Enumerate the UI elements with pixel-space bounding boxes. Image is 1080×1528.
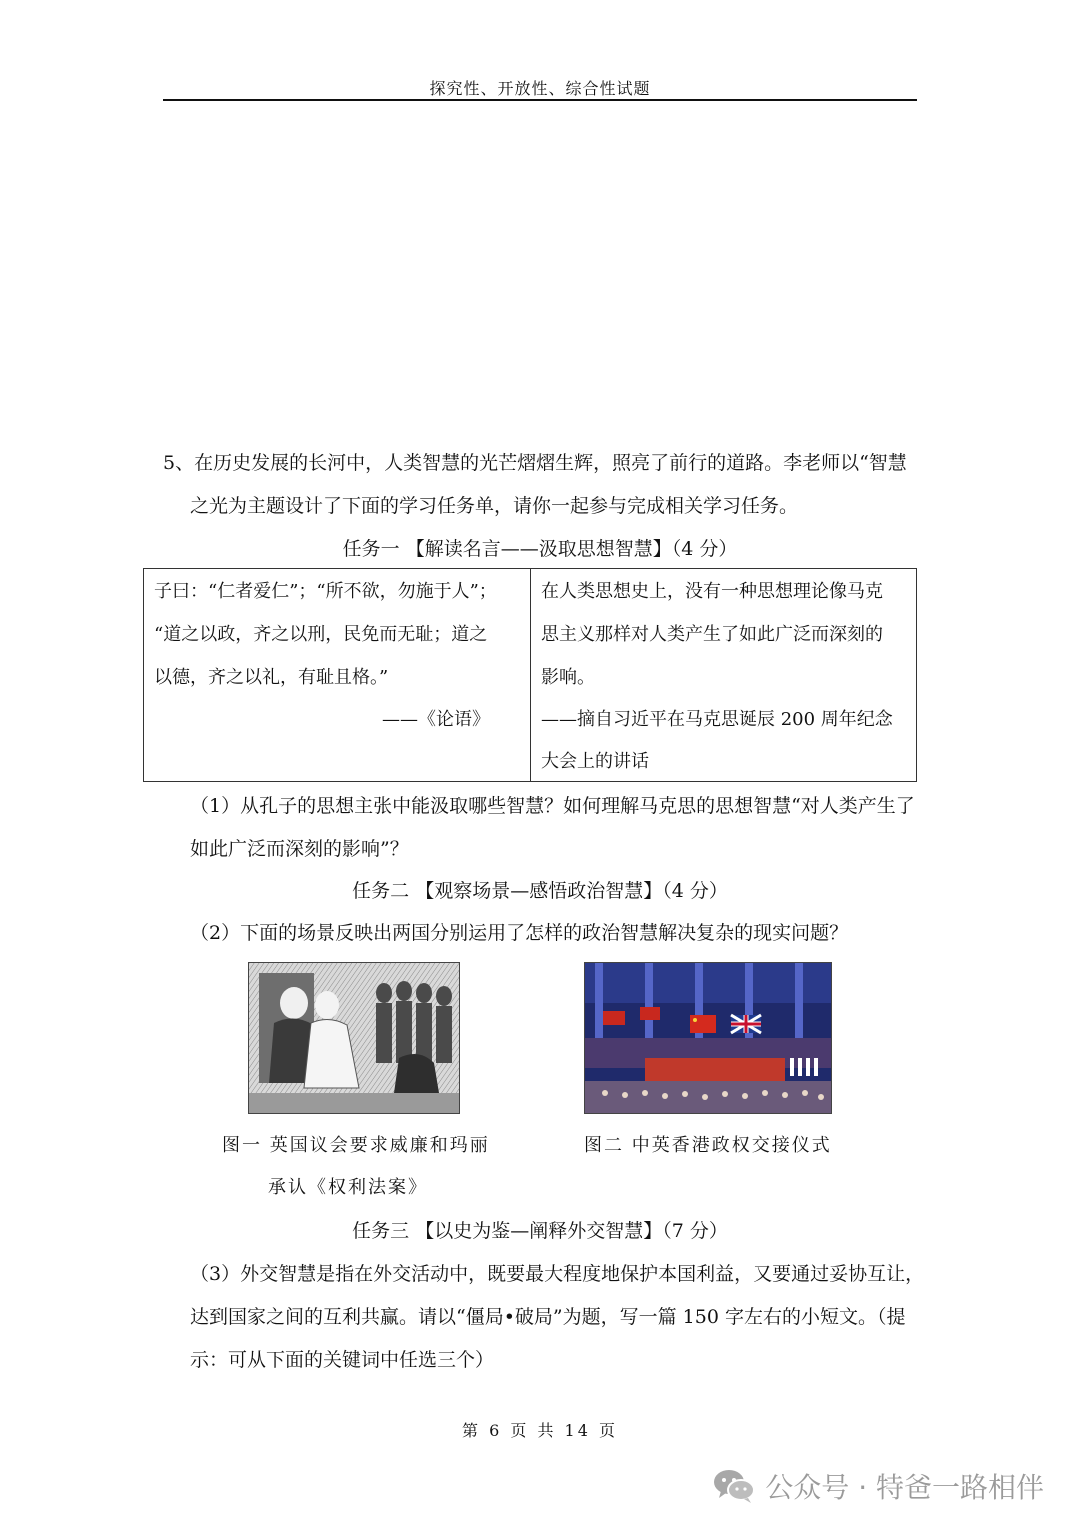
question1-line1: （1）从孔子的思想主张中能汲取哪些智慧？如何理解马克思的思想智慧“对人类产生了	[190, 795, 915, 817]
watermark	[713, 1466, 1044, 1506]
question3-line2: 达到国家之间的互利共赢。请以“僵局•破局”为题，写一篇 150 字左右的小短文。（提	[190, 1306, 906, 1328]
marxism-source-line-1: ——摘自习近平在马克思诞辰 200 周年纪念	[541, 709, 893, 730]
marxism-line-2: 思主义那样对人类产生了如此广泛而深刻的	[541, 624, 883, 645]
task3-heading: 任务三 【以史为鉴—阐释外交智慧】（7 分）	[352, 1220, 728, 1242]
analects-line-2: “道之以政，齐之以刑，民免而无耻；道之	[154, 624, 488, 645]
figure1-caption-line2: 承认《权利法案》	[268, 1177, 428, 1198]
question2: （2）下面的场景反映出两国分别运用了怎样的政治智慧解决复杂的现实问题？	[190, 922, 849, 944]
page-header-title: 探究性、开放性、综合性试题	[429, 79, 651, 98]
analects-line-3: 以德，齐之以礼，有耻且格。”	[154, 667, 389, 688]
figure2-caption: 图二 中英香港政权交接仪式	[584, 1135, 832, 1156]
figure-bill-of-rights-engraving	[248, 962, 460, 1114]
watermark-text: 公众号 · 特爸一路相伴	[765, 1471, 1044, 1504]
quote-table	[143, 568, 917, 782]
wechat-icon	[713, 1468, 755, 1504]
question1-line2: 如此广泛而深刻的影响”？	[190, 838, 409, 860]
marxism-line-1: 在人类思想史上，没有一种思想理论像马克	[541, 581, 883, 602]
analects-quote-cell	[144, 569, 531, 782]
question3-line1: （3）外交智慧是指在外交活动中，既要最大程度地保护本国利益，又要通过妥协互让，	[190, 1263, 925, 1285]
question-intro-line1: 5、在历史发展的长河中，人类智慧的光芒熠熠生辉，照亮了前行的道路。李老师以“智慧	[163, 452, 907, 474]
analects-line-1: 子曰：“仁者爱仁”；“所不欲，勿施于人”；	[154, 581, 497, 602]
figure1-caption-line1: 图一 英国议会要求威廉和玛丽	[222, 1135, 490, 1156]
figure-hong-kong-handover-photo	[584, 962, 832, 1114]
task1-heading: 任务一 【解读名言——汲取思想智慧】（4 分）	[342, 538, 738, 560]
page-number: 第 6 页 共 14 页	[462, 1421, 618, 1440]
analects-source: ——《论语》	[382, 709, 490, 730]
question3-line3: 示：可从下面的关键词中任选三个）	[190, 1349, 495, 1371]
task2-heading: 任务二 【观察场景—感悟政治智慧】（4 分）	[352, 880, 728, 902]
marxism-source-line-2: 大会上的讲话	[541, 751, 649, 772]
marxism-quote-cell	[531, 569, 917, 782]
marxism-line-3: 影响。	[541, 667, 595, 688]
header-rule	[163, 99, 917, 101]
question-intro-line2: 之光为主题设计了下面的学习任务单，请你一起参与完成相关学习任务。	[190, 495, 799, 517]
